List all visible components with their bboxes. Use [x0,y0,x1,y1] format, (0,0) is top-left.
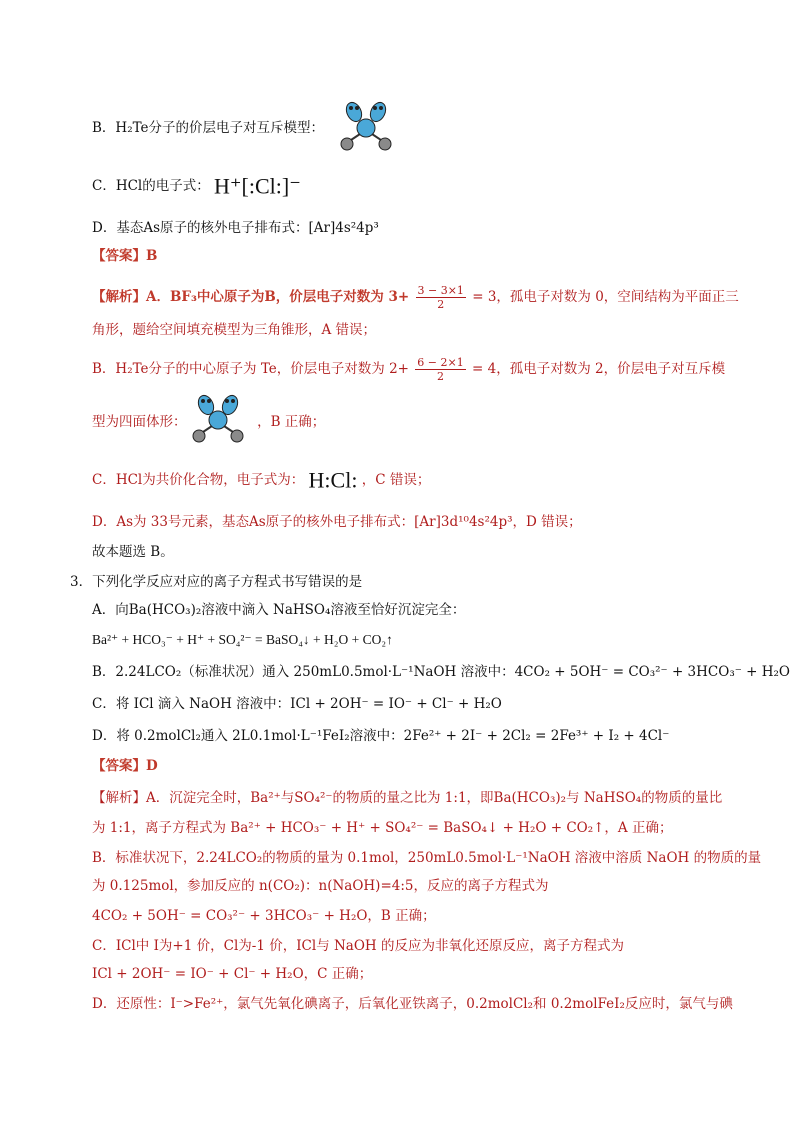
explanation2-b-line2: 为 0.125mol，参加反应的 n(CO₂)：n(NaOH)=4:5，反应的离子方程式为 [92,878,549,894]
q3-option-d: D．将 0.2molCl₂通入 2L0.1mol·L⁻¹FeI₂溶液中：2Fe²⁺ + 2I⁻ + 2Cl₂ = 2Fe³⁺ + I₂ + 4Cl⁻ [92,728,670,744]
option-c: C．HCl的电子式： H⁺[:Cl:]⁻ [92,173,301,199]
explanation2-c-line2: ICl + 2OH⁻ = IO⁻ + Cl⁻ + H₂O，C 正确； [92,966,373,982]
explanation2-b-line3: 4CO₂ + 5OH⁻ = CO₃²⁻ + 3HCO₃⁻ + H₂O，B 正确； [92,908,436,924]
explanation-c: C．HCl为共价化合物，电子式为： H:Cl: ，C 错误； [92,467,431,493]
explanation-a-line2: 角形，题给空间填充模型为三角锥形，A 错误； [92,322,377,338]
option-d: D．基态As原子的核外电子排布式：[Ar]4s²4p³ [92,220,379,236]
explanation2-a-line1: 【解析】A．沉淀完全时，Ba²⁺与SO₄²⁻的物质的量之比为 1:1，即Ba(HCO₃)₂与 NaHSO₄的物质的量比 [92,790,723,806]
explanation2-b-line1: B．标准状况下，2.24LCO₂的物质的量为 0.1mol，250mL0.5mol·L⁻¹NaOH 溶液中溶质 NaOH 的物质的量 [92,850,762,866]
explanation-a-line1: 【解析】A．BF₃中心原子为B，价层电子对数为 3+ $\frac{3 - 3\times 1}{2}$ = 3，孤电子对数为 0，空间结构为平面正三 [92,284,739,311]
h2te-vsepr-model-icon [336,98,396,158]
explanation-d: D．As为 33号元素，基态As原子的核外电子排布式：[Ar]3d¹⁰4s²4p³，D 错误； [92,514,582,530]
explanation2-a-line2: 为 1:1，离子方程式为 Ba²⁺ + HCO₃⁻ + H⁺ + SO₄²⁻ = BaSO₄↓ + H₂O + CO₂↑，A 正确； [92,820,673,836]
fraction: $\frac{3 - 3\times 1}{2}$ [417,284,464,311]
fraction: $\frac{6 - 2\times 1}{2}$ [417,356,464,383]
q3-option-c: C．将 ICl 滴入 NaOH 溶液中：ICl + 2OH⁻ = IO⁻ + Cl⁻ + H₂O [92,696,502,712]
explanation-b-line2: 型为四面体形： ，B 正确； [92,414,326,430]
conclusion: 故本题选 B。 [92,544,174,560]
q3-option-a-equation: Ba²⁺ + HCO₃⁻ + H⁺ + SO₄²⁻ = BaSO₄↓ + H₂O + CO₂↑ [92,632,393,647]
q3-option-a: A．向Ba(HCO₃)₂溶液中滴入 NaHSO₄溶液至恰好沉淀完全： [92,602,466,618]
explanation2-d-line1: D．还原性：I⁻>Fe²⁺，氯气先氧化碘离子，后氧化亚铁离子，0.2molCl₂和 0.2molFeI₂反应时，氯气与碘 [92,996,733,1012]
answer-label-2: 【答案】D [92,758,158,774]
answer-label: 【答案】B [92,248,158,264]
question-3: 3．下列化学反应对应的离子方程式书写错误的是 [70,574,363,590]
explanation2-c-line1: C．ICl中 I为+1 价，Cl为-1 价，ICl与 NaOH 的反应为非氧化还原反应，离子方程式为 [92,938,624,954]
option-b: B．H₂Te分子的价层电子对互斥模型： [92,120,325,136]
explanation-b-line1: B．H₂Te分子的中心原子为 Te，价层电子对数为 2+ $\frac{6 - 2\times 1}{2}$ = 4，孤电子对数为 2，价层电子对互斥模 [92,356,726,383]
q3-option-b: B．2.24LCO₂（标准状况）通入 250mL0.5mol·L⁻¹NaOH 溶液中：4CO₂ + 5OH⁻ = CO₃²⁻ + 3HCO₃⁻ + H₂O [92,664,791,680]
tetrahedral-model-icon [188,392,248,448]
